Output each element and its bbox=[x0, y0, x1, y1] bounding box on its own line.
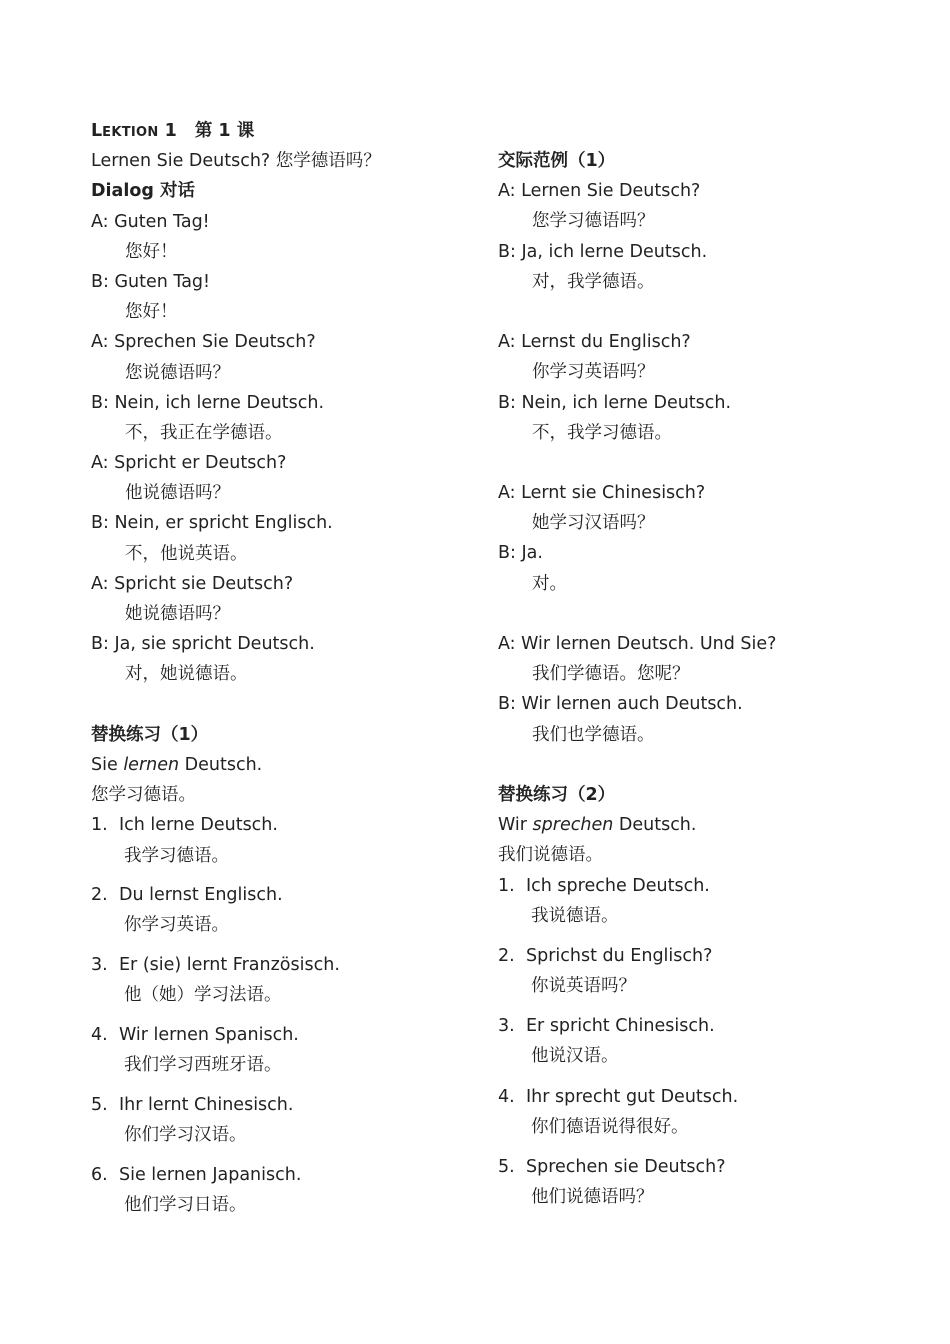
item-number: 5. bbox=[498, 1157, 515, 1177]
model-pre: Wir bbox=[498, 815, 533, 836]
item-number: 4. bbox=[91, 1024, 108, 1045]
list-item bbox=[91, 1020, 481, 1050]
dialog-heading: Dialog 对话 bbox=[91, 181, 195, 202]
example-block bbox=[498, 176, 918, 297]
item-cn: 我们学习西班牙语。 bbox=[124, 1055, 282, 1076]
model-keyword: sprechen bbox=[532, 815, 614, 836]
dialog-line-cn: 您好！ bbox=[125, 302, 178, 323]
example-line-de: A: Lernst du Englisch? bbox=[498, 332, 691, 353]
dialog-line-de: B: Nein, er spricht Englisch. bbox=[91, 513, 333, 534]
example-line-de: B: Nein, ich lerne Deutsch. bbox=[498, 392, 732, 413]
lesson-title bbox=[91, 116, 481, 146]
dialog-line-de: A: Guten Tag! bbox=[91, 211, 210, 232]
dialog-line-de: B: Nein, ich lerne Deutsch. bbox=[91, 392, 325, 413]
list-item bbox=[91, 810, 481, 840]
item-number: 3. bbox=[498, 1016, 515, 1037]
exercise2-heading: 替换练习（2） bbox=[498, 784, 616, 805]
exercise1-model bbox=[91, 750, 481, 780]
dialog-line-de: A: Spricht er Deutsch? bbox=[91, 453, 287, 474]
item-cn: 你说英语吗？ bbox=[531, 976, 636, 997]
item-cn: 他（她）学习法语。 bbox=[124, 985, 282, 1006]
item-cn: 你们德语说得很好。 bbox=[531, 1116, 689, 1137]
item-cn: 我说德语。 bbox=[531, 905, 619, 926]
item-number: 2. bbox=[498, 945, 515, 966]
exercise2-model bbox=[498, 810, 918, 840]
dialog-line-cn: 对，她说德语。 bbox=[125, 664, 248, 685]
example-line-cn: 您学习德语吗？ bbox=[532, 211, 655, 232]
example-line-de: A: Lernt sie Chinesisch? bbox=[498, 483, 706, 504]
item-number: 4. bbox=[498, 1086, 515, 1107]
left-column bbox=[91, 116, 481, 1220]
list-item bbox=[91, 1090, 481, 1120]
example-line-de: B: Ja, ich lerne Deutsch. bbox=[498, 241, 708, 262]
item-cn: 你们学习汉语。 bbox=[124, 1125, 247, 1145]
list-item bbox=[498, 1082, 918, 1112]
item-de: Ihr lernt Chinesisch. bbox=[119, 1094, 294, 1115]
example-line-cn: 我们也学德语。 bbox=[532, 724, 655, 745]
lesson-number: 1 bbox=[158, 121, 177, 141]
list-item bbox=[498, 1152, 918, 1182]
example-line-de: A: Wir lernen Deutsch. Und Sie? bbox=[498, 634, 777, 654]
model-pre: Sie bbox=[91, 754, 124, 775]
dialog-line-cn: 您说德语吗？ bbox=[125, 362, 230, 383]
item-de: Er spricht Chinesisch. bbox=[526, 1016, 715, 1037]
item-cn: 我学习德语。 bbox=[124, 845, 229, 866]
item-de: Sprechen sie Deutsch? bbox=[526, 1157, 726, 1177]
model-post: Deutsch. bbox=[613, 815, 697, 836]
item-de: Ihr sprecht gut Deutsch. bbox=[526, 1086, 739, 1107]
dialog-line-de: A: Sprechen Sie Deutsch? bbox=[91, 332, 316, 353]
example-line-cn: 你学习英语吗？ bbox=[532, 362, 655, 383]
item-number: 1. bbox=[91, 815, 108, 836]
list-item bbox=[498, 1011, 918, 1041]
model-keyword: lernen bbox=[123, 754, 180, 775]
item-de: Wir lernen Spanisch. bbox=[119, 1024, 299, 1045]
example-block bbox=[498, 478, 918, 599]
example-line-de: B: Ja. bbox=[498, 543, 543, 564]
exercise1-model-cn: 您学习德语。 bbox=[91, 785, 196, 806]
item-de: Sprichst du Englisch? bbox=[526, 945, 713, 966]
dialog-line-cn: 他说德语吗？ bbox=[125, 483, 230, 504]
dialog-line-cn: 她说德语吗？ bbox=[125, 604, 230, 624]
item-de: Er (sie) lernt Französisch. bbox=[119, 955, 340, 976]
examples-heading: 交际范例（1） bbox=[498, 151, 616, 171]
dialog-line-de: A: Spricht sie Deutsch? bbox=[91, 573, 294, 594]
item-de: Ich spreche Deutsch. bbox=[526, 875, 710, 896]
lesson-title-rest: EKTION bbox=[102, 125, 159, 140]
list-item bbox=[498, 871, 918, 901]
item-cn: 他说汉语。 bbox=[531, 1046, 619, 1067]
dialog bbox=[91, 207, 481, 690]
exercise1-list bbox=[91, 810, 481, 1220]
example-line-cn: 她学习汉语吗？ bbox=[532, 513, 655, 534]
lesson-subtitle: Lernen Sie Deutsch? 您学德语吗？ bbox=[91, 151, 381, 172]
example-block bbox=[498, 629, 918, 750]
dialog-line-cn: 不，我正在学德语。 bbox=[125, 422, 283, 443]
list-item bbox=[91, 1160, 481, 1190]
lesson-title-cn: 第 1 课 bbox=[194, 121, 255, 141]
exercise2-list bbox=[498, 871, 918, 1213]
example-line-cn: 对。 bbox=[532, 573, 567, 594]
exercise1-heading: 替换练习（1） bbox=[91, 724, 209, 745]
example-line-de: A: Lernen Sie Deutsch? bbox=[498, 181, 701, 202]
model-post: Deutsch. bbox=[179, 754, 263, 775]
item-de: Ich lerne Deutsch. bbox=[119, 815, 278, 836]
dialog-line-cn: 不，他说英语。 bbox=[125, 543, 248, 564]
example-line-cn: 对，我学德语。 bbox=[532, 271, 655, 292]
dialog-line-de: B: Guten Tag! bbox=[91, 271, 211, 292]
right-column bbox=[498, 146, 918, 1212]
item-de: Sie lernen Japanisch. bbox=[119, 1164, 302, 1185]
item-number: 5. bbox=[91, 1094, 108, 1115]
exercise2-model-cn: 我们说德语。 bbox=[498, 845, 603, 866]
item-number: 3. bbox=[91, 955, 108, 976]
dialog-line-cn: 您好！ bbox=[125, 241, 178, 262]
example-block bbox=[498, 327, 918, 448]
example-line-de: B: Wir lernen auch Deutsch. bbox=[498, 694, 743, 715]
example-line-cn: 不，我学习德语。 bbox=[532, 422, 672, 443]
example-line-cn: 我们学德语。您呢？ bbox=[532, 664, 690, 685]
item-number: 2. bbox=[91, 885, 108, 906]
item-de: Du lernst Englisch. bbox=[119, 885, 283, 906]
lesson-title-cap: L bbox=[91, 121, 103, 141]
list-item bbox=[91, 950, 481, 980]
item-cn: 他们说德语吗？ bbox=[531, 1187, 654, 1208]
item-cn: 你学习英语。 bbox=[124, 915, 229, 936]
dialog-line-de: B: Ja, sie spricht Deutsch. bbox=[91, 634, 315, 655]
item-number: 6. bbox=[91, 1164, 108, 1185]
item-cn: 他们学习日语。 bbox=[124, 1194, 247, 1215]
list-item bbox=[498, 941, 918, 971]
list-item bbox=[91, 880, 481, 910]
item-number: 1. bbox=[498, 875, 515, 896]
